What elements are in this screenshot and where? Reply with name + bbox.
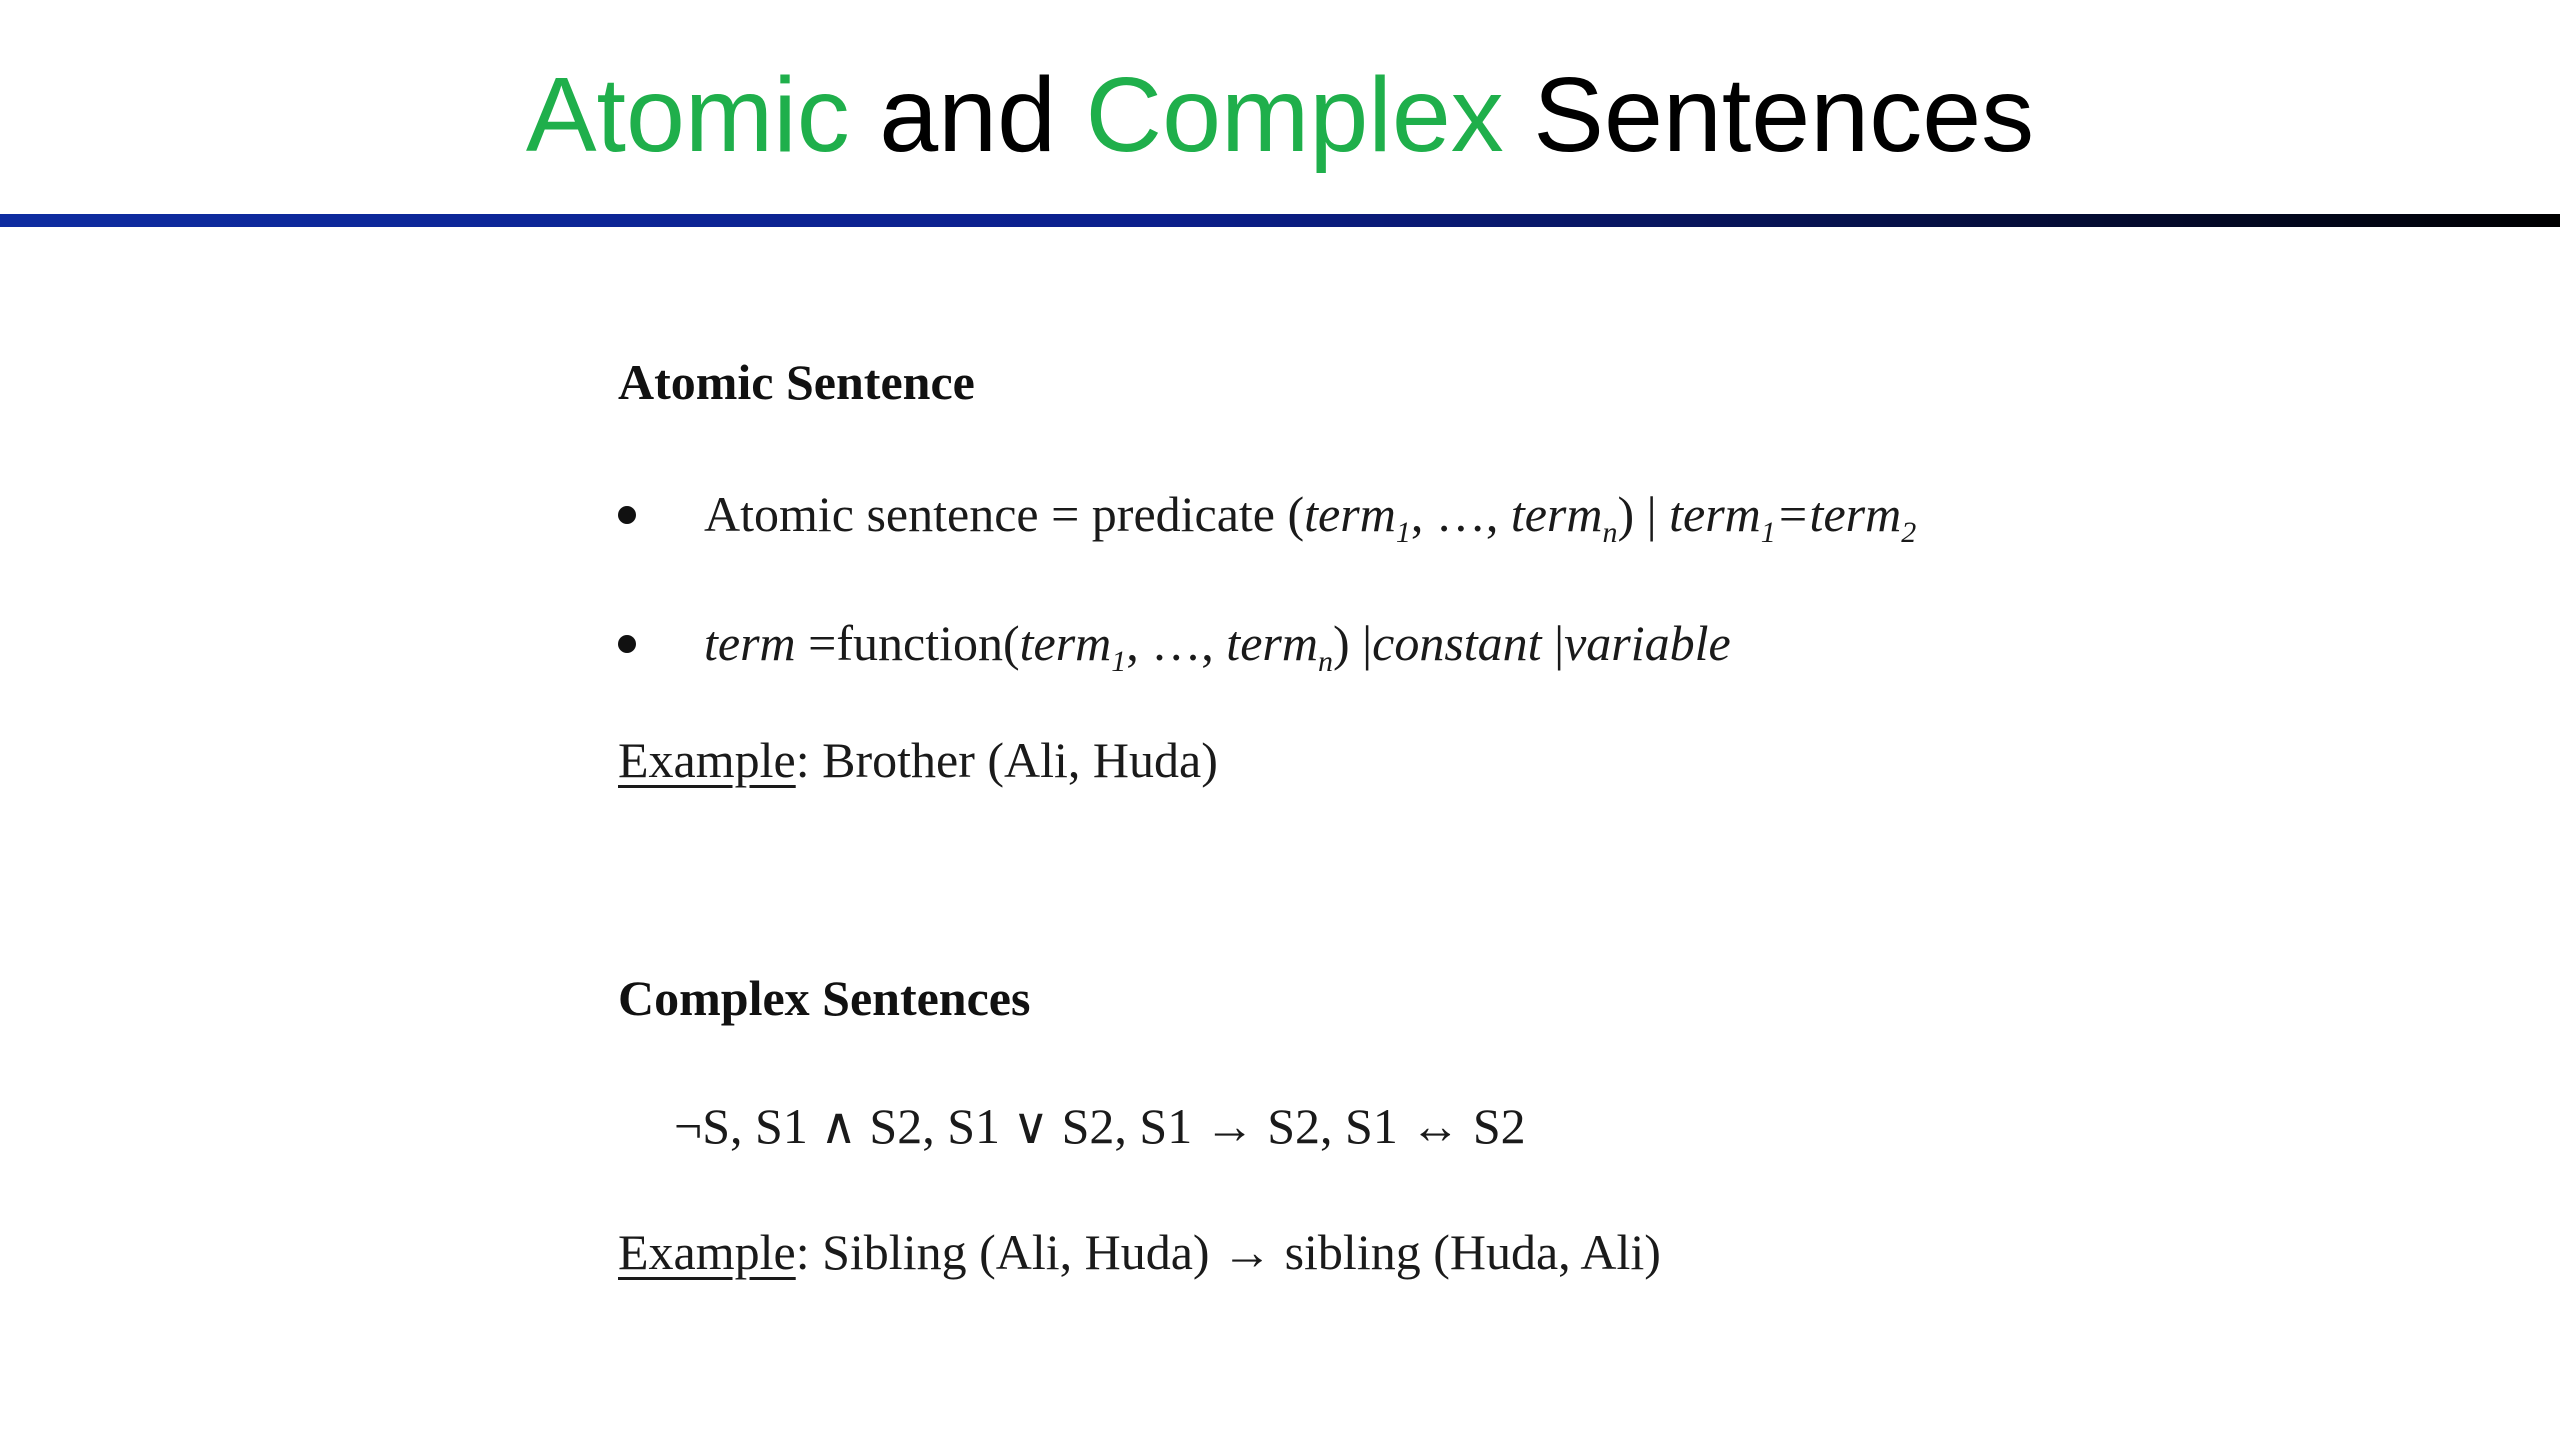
- complex-heading: Complex Sentences: [618, 970, 1031, 1026]
- example-label: Example: [618, 732, 796, 788]
- bar-separator-2: |: [1541, 615, 1565, 671]
- ellipsis: , …,: [1126, 615, 1227, 671]
- variable-word: variable: [1564, 615, 1731, 671]
- bullet-dot-icon: [618, 506, 636, 524]
- sub-eq-right: 2: [1901, 516, 1917, 549]
- term-n: term: [1510, 486, 1603, 542]
- function-def: =function(: [795, 615, 1020, 671]
- title-divider: [0, 214, 2560, 227]
- equals-sign: =: [1775, 486, 1810, 542]
- sub-n: n: [1602, 516, 1618, 549]
- sub-1: 1: [1111, 645, 1127, 678]
- title-word-and: and: [849, 56, 1086, 174]
- bullet-2-text: [704, 613, 1731, 678]
- title-word-sentences: Sentences: [1503, 56, 2035, 174]
- bullet-1-text: [704, 484, 1917, 549]
- bar-separator: ) |: [1617, 486, 1670, 542]
- complex-formula: ¬S, S1 ∧ S2, S1 ∨ S2, S1 → S2, S1 ↔ S2: [674, 1098, 1526, 1154]
- ellipsis: , …,: [1410, 486, 1511, 542]
- complex-example: [618, 1222, 1661, 1282]
- sub-eq-left: 1: [1760, 516, 1776, 549]
- title-word-atomic: Atomic: [525, 56, 850, 174]
- title-word-complex: Complex: [1085, 56, 1504, 174]
- term-word: term: [704, 615, 796, 671]
- term-eq-right: term: [1809, 486, 1902, 542]
- sub-1: 1: [1395, 516, 1411, 549]
- term-n: term: [1226, 615, 1318, 671]
- sub-n: n: [1317, 645, 1333, 678]
- term-1: term: [1304, 486, 1396, 542]
- example-label: Example: [618, 1224, 796, 1280]
- bar-separator: ) |: [1332, 615, 1373, 671]
- bullet-1-lead: Atomic sentence = predicate (: [704, 486, 1305, 542]
- constant-word: constant: [1372, 615, 1542, 671]
- atomic-example: [618, 730, 1218, 790]
- atomic-heading: Atomic Sentence: [618, 354, 975, 410]
- bullet-dot-icon: [618, 635, 636, 653]
- slide-title: [0, 50, 2560, 180]
- example-text: : Sibling (Ali, Huda) → sibling (Huda, Ali): [795, 1224, 1661, 1280]
- example-text: : Brother (Ali, Huda): [795, 732, 1218, 788]
- term-eq-left: term: [1669, 486, 1761, 542]
- term-1: term: [1019, 615, 1112, 671]
